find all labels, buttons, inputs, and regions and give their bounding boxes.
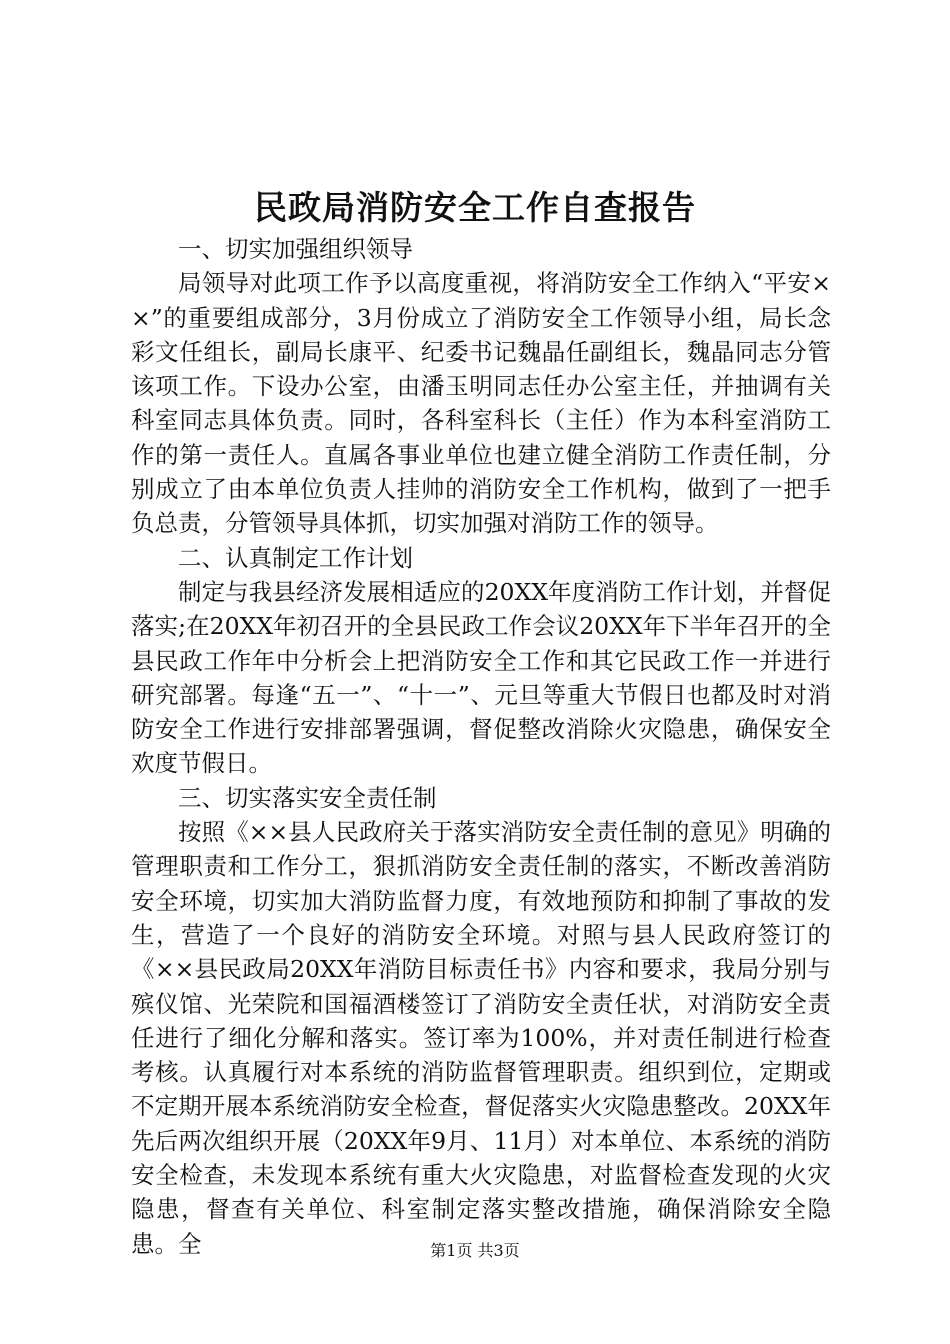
section-paragraph-1: 局领导对此项工作予以高度重视，将消防安全工作纳入“平安××”的重要组成部分，3月份成立了消防安全工作领导小组，局长念彩文任组长，副局长康平、纪委书记魏晶任副组长，魏晶同志分管该项工作。下设办公室，由潘玉明同志任办公室主任，并抽调有关科室同志具体负责。同时，各科室科长（主任）作为本科室消防工作的第一责任人。直属各事业单位也建立健全消防工作责任制，分别成立了由本单位负责人挂帅的消防安全工作机构，做到了一把手负总责，分管领导具体抓，切实加强对消防工作的领导。	[131, 269, 831, 538]
document-title: 民政局消防安全工作自查报告	[254, 188, 696, 227]
page-footer: 第1页 共3页	[430, 1241, 520, 1260]
section-heading-2: 二、认真制定工作计划	[178, 543, 413, 572]
section-heading-3: 三、切实落实安全责任制	[178, 783, 437, 812]
section-heading-1: 一、切实加强组织领导	[178, 235, 413, 263]
section-paragraph-3: 按照《××县人民政府关于落实消防安全责任制的意见》明确的管理职责和工作分工，狠抓消防安全责任制的落实，不断改善消防安全环境，切实加大消防监督力度，有效地预防和抑制了事故的发生，营造了一个良好的消防安全环境。对照与县人民政府签订的《××县民政局20XX年消防目标责任书》内容和要求，我局分别与殡仪馆、光荣院和国福酒楼签订了消防安全责任状，对消防安全责任进行了细化分解和落实。签订率为100%，并对责任制进行检查考核。认真履行对本系统的消防监督管理职责。组织到位，定期或不定期开展本系统消防安全检查，督促落实火灾隐患整改。20XX年先后两次组织开展（20XX年9月、11月）对本单位、本系统的消防安全检查，未发现本系统有重大火灾隐患，对监督检查发现的火灾隐患，督查有关单位、科室制定落实整改措施，确保消除安全隐患。全	[131, 818, 831, 1258]
document-body	[131, 232, 831, 1261]
section-paragraph-2: 制定与我县经济发展相适应的20XX年度消防工作计划，并督促落实;在20XX年初召开的全县民政工作会议20XX年下半年召开的全县民政工作年中分析会上把消防安全工作和其它民政工作一并进行研究部署。每逢“五一”、“十一”、元旦等重大节假日也都及时对消防安全工作进行安排部署强调，督促整改消除火灾隐患，确保安全欢度节假日。	[131, 577, 831, 778]
